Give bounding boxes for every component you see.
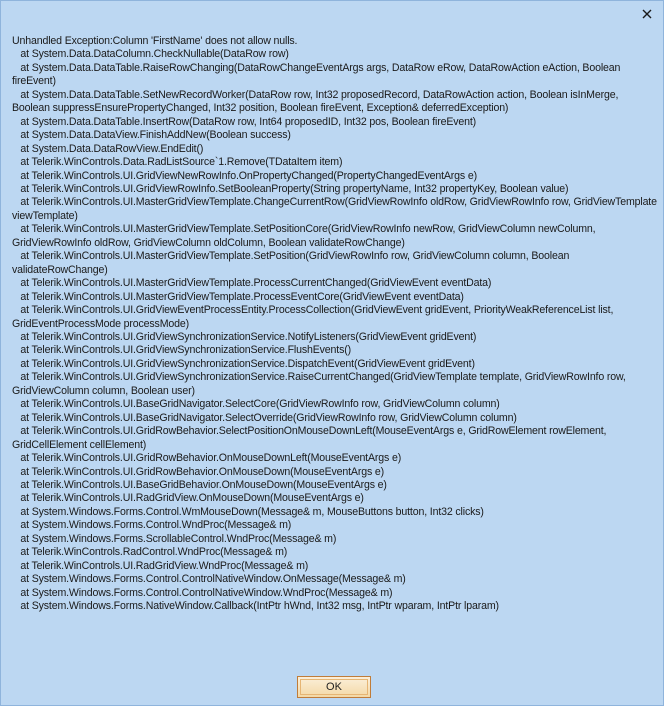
stack-trace-line: at Telerik.WinControls.UI.GridViewEventProcessEntity.ProcessCollection(GridViewEvent gridEvent, PriorityWeakReferenceList list, GridEventProcessMode processMode): [12, 304, 617, 330]
stack-trace-line: at Telerik.WinControls.UI.MasterGridViewTemplate.ProcessEventCore(GridViewEvent eventData): [12, 290, 464, 303]
exception-message: [12, 35, 658, 613]
stack-trace-line: at Telerik.WinControls.UI.RadGridView.OnMouseDown(MouseEventArgs e): [12, 492, 364, 505]
stack-trace-line: at System.Windows.Forms.ScrollableControl.WndProc(Message& m): [12, 532, 337, 545]
stack-trace-line: at Telerik.WinControls.UI.BaseGridNavigator.SelectCore(GridViewRowInfo row, GridViewColumn column): [12, 398, 500, 411]
stack-trace-line: at Telerik.WinControls.UI.MasterGridViewTemplate.ChangeCurrentRow(GridViewRowInfo oldRow, GridViewRowInfo row, GridViewTemplate viewTemplate): [12, 196, 660, 222]
stack-trace-line: at System.Data.DataRowView.EndEdit(): [12, 142, 204, 155]
stack-trace-line: at Telerik.WinControls.UI.GridViewNewRowInfo.OnPropertyChanged(PropertyChangedEventArgs e): [12, 169, 477, 182]
stack-trace-line: at Telerik.WinControls.UI.MasterGridViewTemplate.SetPositionCore(GridViewRowInfo newRow, GridViewColumn newColumn, GridViewRowInfo oldRow, GridViewColumn oldColumn, Boolean validateRowChange): [12, 223, 599, 249]
stack-trace-line: at System.Data.DataTable.RaiseRowChanging(DataRowChangeEventArgs args, DataRow eRow, DataRowAction eAction, Boolean fireEvent): [12, 61, 624, 88]
stack-trace-line: at System.Windows.Forms.Control.ControlNativeWindow.OnMessage(Message& m): [12, 573, 406, 586]
stack-trace-line: at Telerik.WinControls.UI.GridRowBehavior.OnMouseDown(MouseEventArgs e): [12, 465, 385, 478]
stack-trace-line: at Telerik.WinControls.UI.GridViewSynchronizationService.NotifyListeners(GridViewEvent gridEvent): [12, 330, 477, 343]
stack-trace-line: at Telerik.WinControls.UI.GridViewSynchronizationService.DispatchEvent(GridViewEvent gridEvent): [12, 357, 475, 370]
close-button[interactable]: [637, 4, 657, 24]
stack-trace-line: at Telerik.WinControls.UI.BaseGridNavigator.SelectOverride(GridViewRowInfo row, GridViewColumn column): [12, 411, 517, 424]
stack-trace-line: at Telerik.WinControls.UI.GridViewRowInfo.SetBooleanProperty(String propertyName, Int32 propertyKey, Boolean value): [12, 182, 569, 195]
stack-trace-line: at Telerik.WinControls.UI.MasterGridViewTemplate.ProcessCurrentChanged(GridViewEvent eventData): [12, 277, 492, 290]
stack-trace-line: at Telerik.WinControls.UI.MasterGridViewTemplate.SetPosition(GridViewRowInfo row, GridViewColumn column, Boolean validateRowChange): [12, 250, 573, 276]
stack-trace-line: at Telerik.WinControls.UI.BaseGridBehavior.OnMouseDown(MouseEventArgs e): [12, 478, 387, 491]
stack-trace-line: at System.Windows.Forms.NativeWindow.Callback(IntPtr hWnd, Int32 msg, IntPtr wparam, IntPtr lparam): [12, 600, 499, 613]
stack-trace-line: at System.Data.DataView.FinishAddNew(Boolean success): [12, 129, 291, 142]
stack-trace-line: at Telerik.WinControls.UI.GridRowBehavior.SelectPositionOnMouseDownLeft(MouseEventArgs e, GridRowElement rowElement, GridCellElement cellElement): [12, 425, 610, 451]
ok-button[interactable]: OK: [297, 676, 371, 698]
stack-trace-line: at Telerik.WinControls.RadControl.WndProc(Message& m): [12, 546, 288, 559]
title-bar: [1, 1, 663, 29]
close-icon: [642, 9, 652, 19]
stack-trace-line: at Telerik.WinControls.UI.GridViewSynchronizationService.RaiseCurrentChanged(GridViewTemplate template, GridViewRowInfo row, GridViewColumn column, Boolean user): [12, 371, 629, 397]
stack-trace-line: at Telerik.WinControls.UI.RadGridView.WndProc(Message& m): [12, 559, 309, 572]
stack-trace-line: at Telerik.WinControls.UI.GridRowBehavior.OnMouseDownLeft(MouseEventArgs e): [12, 452, 402, 465]
stack-trace-line: at System.Data.DataColumn.CheckNullable(DataRow row): [12, 48, 289, 61]
stack-trace-line: at System.Windows.Forms.Control.WndProc(Message& m): [12, 519, 292, 532]
stack-trace-line: at System.Windows.Forms.Control.WmMouseDown(Message& m, MouseButtons button, Int32 clicks): [12, 505, 484, 518]
stack-trace-line: at System.Data.DataTable.SetNewRecordWorker(DataRow row, Int32 proposedRecord, DataRowAction action, Boolean isInMerge, Boolean suppressEnsurePropertyChanged, Int32 position, Boolean fireEvent, Exception& deferredException): [12, 88, 622, 115]
stack-trace-line: at Telerik.WinControls.Data.RadListSource`1.Remove(TDataItem item): [12, 156, 343, 169]
stack-trace-line: at Telerik.WinControls.UI.GridViewSynchronizationService.FlushEvents(): [12, 344, 351, 357]
exception-headline: Unhandled Exception:Column 'FirstName' does not allow nulls.: [12, 35, 298, 47]
stack-trace-line: at System.Windows.Forms.Control.ControlNativeWindow.WndProc(Message& m): [12, 586, 393, 599]
stack-trace-line: at System.Data.DataTable.InsertRow(DataRow row, Int64 proposedID, Int32 pos, Boolean fireEvent): [12, 115, 477, 128]
